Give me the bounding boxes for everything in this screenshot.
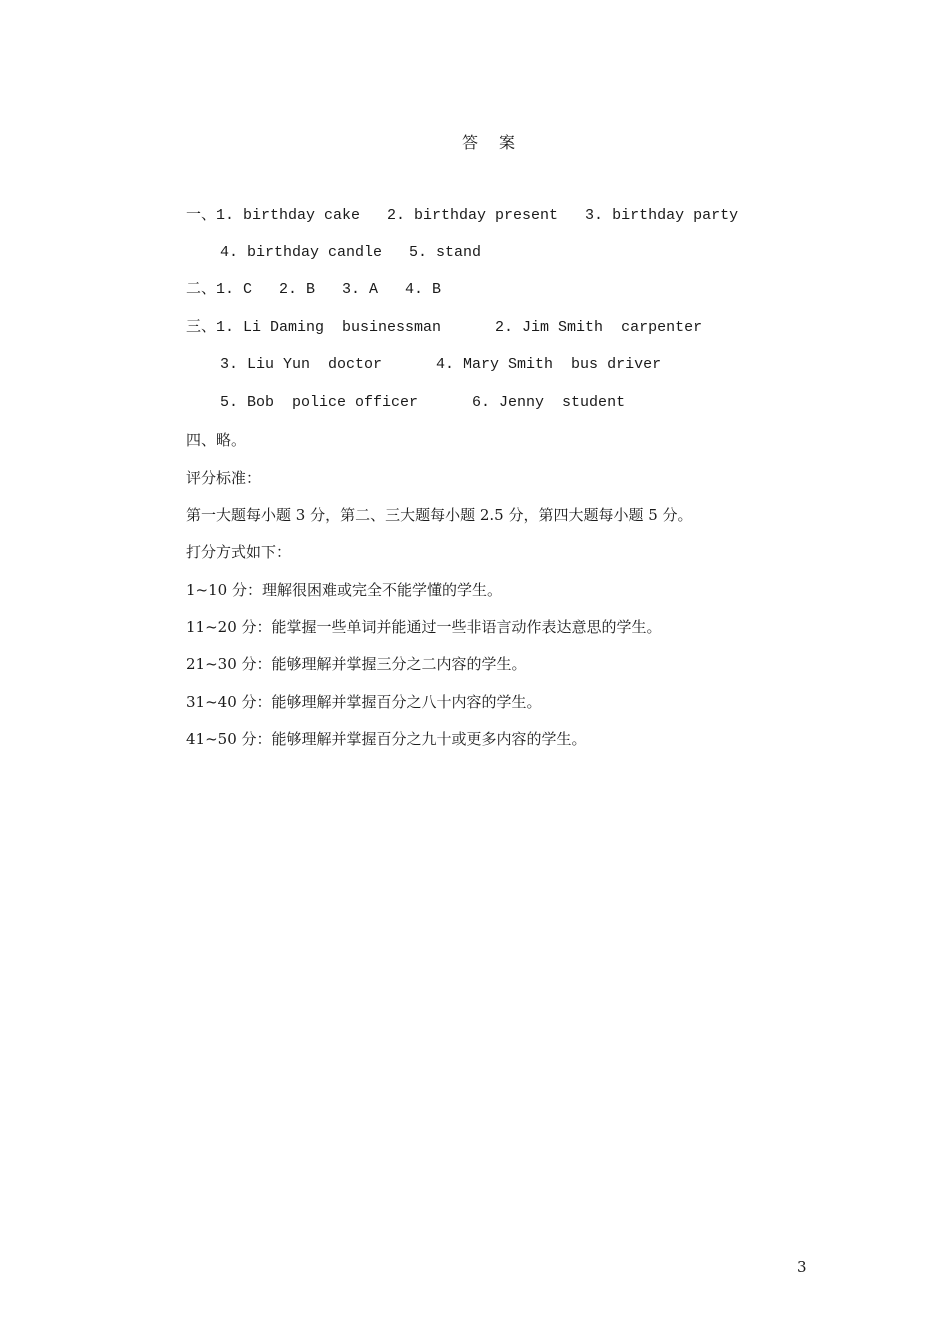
section-4-line-1: 四、略。 bbox=[186, 431, 247, 449]
scoring-level: 11~20 分：能掌握一些单词并能通过一些非语言动作表达意思的学生。 bbox=[186, 618, 662, 636]
section-3-line-3: 5. Bob police officer 6. Jenny student bbox=[220, 394, 626, 411]
page-title: 答 案 bbox=[461, 133, 524, 152]
section-3-line-2: 3. Liu Yun doctor 4. Mary Smith bus driver bbox=[220, 356, 662, 373]
scoring-level: 31~40 分：能够理解并掌握百分之八十内容的学生。 bbox=[186, 693, 542, 711]
scoring-level: 21~30 分：能够理解并掌握三分之二内容的学生。 bbox=[186, 655, 527, 673]
section-1-line-2: 4. birthday candle 5. stand bbox=[220, 244, 482, 261]
scoring-rule: 第一大题每小题 3 分，第二、三大题每小题 2.5 分，第四大题每小题 5 分。 bbox=[186, 506, 693, 524]
scoring-level: 1~10 分：理解很困难或完全不能学懂的学生。 bbox=[186, 581, 502, 599]
section-3-line-1: 三、1. Li Daming businessman 2. Jim Smith carpenter bbox=[186, 319, 703, 336]
scoring-level: 41~50 分：能够理解并掌握百分之九十或更多内容的学生。 bbox=[186, 730, 587, 748]
scoring-heading: 评分标准： bbox=[186, 469, 262, 487]
section-1-line-1: 一、1. birthday cake 2. birthday present 3. birthday party bbox=[186, 207, 739, 224]
scoring-method-heading: 打分方式如下： bbox=[186, 543, 292, 561]
section-2-line-1: 二、1. C 2. B 3. A 4. B bbox=[186, 281, 442, 298]
page-number: 3 bbox=[797, 1258, 807, 1276]
